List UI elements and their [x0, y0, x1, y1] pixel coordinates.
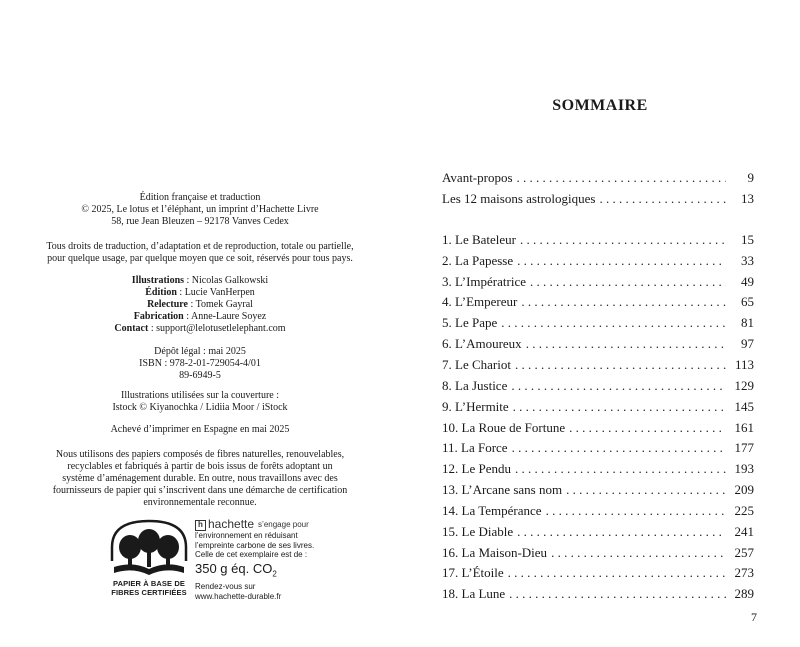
rights-line: pour quelque usage, par quelque moyen que ce soit, réservés pour tous pays.: [47, 253, 353, 264]
credit-edition: Édition : Lucie VanHerpen: [145, 287, 255, 298]
toc-dot-leader: [501, 313, 726, 333]
credit-fabrication: Fabrication : Anne-Laure Soyez: [133, 311, 267, 322]
credit-relecture: Relecture : Tomek Gayral: [147, 299, 253, 310]
toc-entry: [442, 189, 754, 209]
toc-dot-leader: [569, 418, 726, 438]
paper-line: recyclables et fabriqués à partir de bois issus de forêts adoptant un: [67, 461, 333, 472]
toc-entry-title: 5. Le Pape: [442, 315, 498, 330]
certified-forest-icon: [108, 517, 190, 579]
carbon-footprint: 350 g éq. $CO_2$: [195, 560, 277, 579]
toc-dot-leader: [521, 292, 726, 312]
toc-entry-page: 177: [734, 440, 754, 455]
toc-entry: [442, 168, 754, 188]
toc-entry-page: 193: [734, 461, 754, 476]
toc-entry-page: 241: [734, 524, 754, 539]
hachette-logo: h hachette s’engage pour: [195, 519, 315, 531]
toc-entry: [442, 584, 754, 604]
toc-entry: [442, 272, 754, 292]
toc-entry: [442, 397, 754, 417]
toc-entry-page: 209: [734, 482, 754, 497]
toc-entry-title: 9. L’Hermite: [442, 399, 509, 414]
toc-entry-page: 15: [741, 232, 754, 247]
hachette-mark-icon: h: [195, 520, 206, 531]
copyright-line: © 2025, Le lotus et l’éléphant, un imprint d’Hachette Livre: [81, 204, 319, 215]
printed-block: [30, 424, 370, 436]
toc-dot-leader: [517, 522, 726, 542]
cover-credits: Istock © Kiyanochka / Lidiia Moor / iStock: [112, 402, 288, 413]
toc-entry-title: 4. L’Empereur: [442, 294, 518, 309]
toc-dot-leader: [508, 563, 726, 583]
legal-deposit: Dépôt légal : mai 2025: [154, 346, 246, 357]
page-number: 7: [751, 610, 757, 624]
toc-entry-title: 7. Le Chariot: [442, 357, 511, 372]
toc-entry: [442, 501, 754, 521]
paper-line: fournisseurs de papier qui s’inscrivent dans une démarche de certification: [52, 485, 348, 496]
toc-dot-leader: [515, 459, 726, 479]
toc-entry: [442, 230, 754, 250]
credit-illustrations: Illustrations : Nicolas Galkowski: [131, 275, 269, 286]
toc-entry-title: 8. La Justice: [442, 378, 508, 393]
toc-dot-leader: [566, 480, 726, 500]
toc-entry-page: 225: [734, 503, 754, 518]
toc-entry: [442, 313, 754, 333]
credits-block: [30, 275, 370, 335]
toc-entry: [442, 480, 754, 500]
toc-dot-leader: [511, 376, 726, 396]
toc-entry: [442, 543, 754, 563]
toc-entry-title: 14. La Tempérance: [442, 503, 542, 518]
toc-dot-leader: [546, 501, 726, 521]
reference-number: 89-6949-5: [179, 370, 221, 381]
legal-deposit-block: [30, 346, 370, 382]
hachette-durable-block: h hachette s’engage pour l’environnement en réduisant l’empreinte carbone de ses livres. Celle de cet exemplaire est de : 350 g éq. $CO_2$ Rendez-vous sur www.hachette-durable.fr: [195, 517, 315, 601]
paper-notice-block: [30, 449, 370, 509]
certified-fibres-label: PAPIER À BASE DE FIBRES CERTIFIÉES: [111, 579, 187, 597]
toc-dot-leader: [530, 272, 726, 292]
cover-credits-block: [30, 390, 370, 414]
toc-entry-title: 15. Le Diable: [442, 524, 514, 539]
toc-entry-title: 18. La Lune: [442, 586, 506, 601]
rights-block: [30, 241, 370, 265]
toc-dot-leader: [517, 168, 726, 188]
toc-entry-page: 113: [734, 357, 754, 372]
toc-entry-title: 12. Le Pendu: [442, 461, 511, 476]
toc-entry: [442, 418, 754, 438]
eco-badge: [108, 517, 315, 602]
toc-dot-leader: [520, 230, 726, 250]
toc-entry-title: 16. La Maison-Dieu: [442, 545, 548, 560]
toc-entry: [442, 563, 754, 583]
toc-entry-page: 49: [741, 274, 754, 289]
toc-dot-leader: [509, 584, 726, 604]
toc-entry: [442, 459, 754, 479]
toc-entry: [442, 251, 754, 271]
toc-dot-leader: [551, 543, 726, 563]
paper-line: environnementale reconnue.: [143, 497, 257, 508]
toc-entry-page: 65: [741, 294, 754, 309]
contents-page: [400, 0, 800, 647]
toc-entry-title: 13. L’Arcane sans nom: [442, 482, 563, 497]
edition-block: [30, 192, 370, 228]
toc-entry-title: 2. La Papesse: [442, 253, 514, 268]
toc-entry-page: 129: [734, 378, 754, 393]
toc-entry: [442, 376, 754, 396]
toc-entry-title: 17. L’Étoile: [442, 565, 504, 580]
toc-entry-title: 11. La Force: [442, 440, 508, 455]
toc-entry-title: Avant-propos: [442, 170, 513, 185]
toc-entry-title: 10. La Roue de Fortune: [442, 420, 566, 435]
printed-line: Achevé d’imprimer en Espagne en mai 2025: [110, 424, 290, 435]
hachette-durable-link: www.hachette-durable.fr: [195, 591, 282, 601]
toc-entry-page: 161: [734, 420, 754, 435]
toc-dot-leader: [515, 355, 726, 375]
rights-line: Tous droits de traduction, d’adaptation et de reproduction, totale ou partielle,: [46, 241, 354, 252]
toc-entry: [442, 334, 754, 354]
toc-entry-page: 81: [741, 315, 754, 330]
toc-entry-page: 257: [734, 545, 754, 560]
toc-entry: [442, 522, 754, 542]
toc-entry-title: 6. L’Amoureux: [442, 336, 522, 351]
toc-entry-page: 97: [741, 336, 754, 351]
paper-line: système d’aménagement durable. En outre, nous travaillons avec des: [62, 473, 338, 484]
isbn: ISBN : 978-2-01-729054-4/01: [139, 358, 261, 369]
toc-dot-leader: [512, 438, 726, 458]
toc-entry-page: 9: [747, 170, 754, 185]
toc-dot-leader: [517, 251, 726, 271]
edition-line: Édition française et traduction: [139, 192, 261, 203]
credit-contact: Contact : support@lelotusetlelephant.com: [114, 323, 286, 334]
address-line: 58, rue Jean Bleuzen – 92178 Vanves Cedex: [111, 216, 289, 227]
paper-line: Nous utilisons des papiers composés de fibres naturelles, renouvelables,: [55, 449, 345, 460]
toc-entry-page: 273: [734, 565, 754, 580]
toc-entry-page: 33: [741, 253, 754, 268]
toc-entry-page: 145: [734, 399, 754, 414]
toc-entry-title: 3. L’Impératrice: [442, 274, 526, 289]
toc-dot-leader: [526, 334, 726, 354]
toc-title: SOMMAIRE: [552, 97, 648, 114]
toc-entry: [442, 438, 754, 458]
toc-entry-page: 13: [741, 191, 754, 206]
toc-entry: [442, 355, 754, 375]
cover-credits-heading: Illustrations utilisées sur la couverture :: [120, 390, 280, 401]
toc-entry-title: Les 12 maisons astrologiques: [442, 191, 596, 206]
toc-dot-leader: [599, 189, 726, 209]
toc-entry: [442, 292, 754, 312]
toc-entry-title: 1. Le Bateleur: [442, 232, 516, 247]
toc-dot-leader: [513, 397, 726, 417]
toc-entry-page: 289: [734, 586, 754, 601]
